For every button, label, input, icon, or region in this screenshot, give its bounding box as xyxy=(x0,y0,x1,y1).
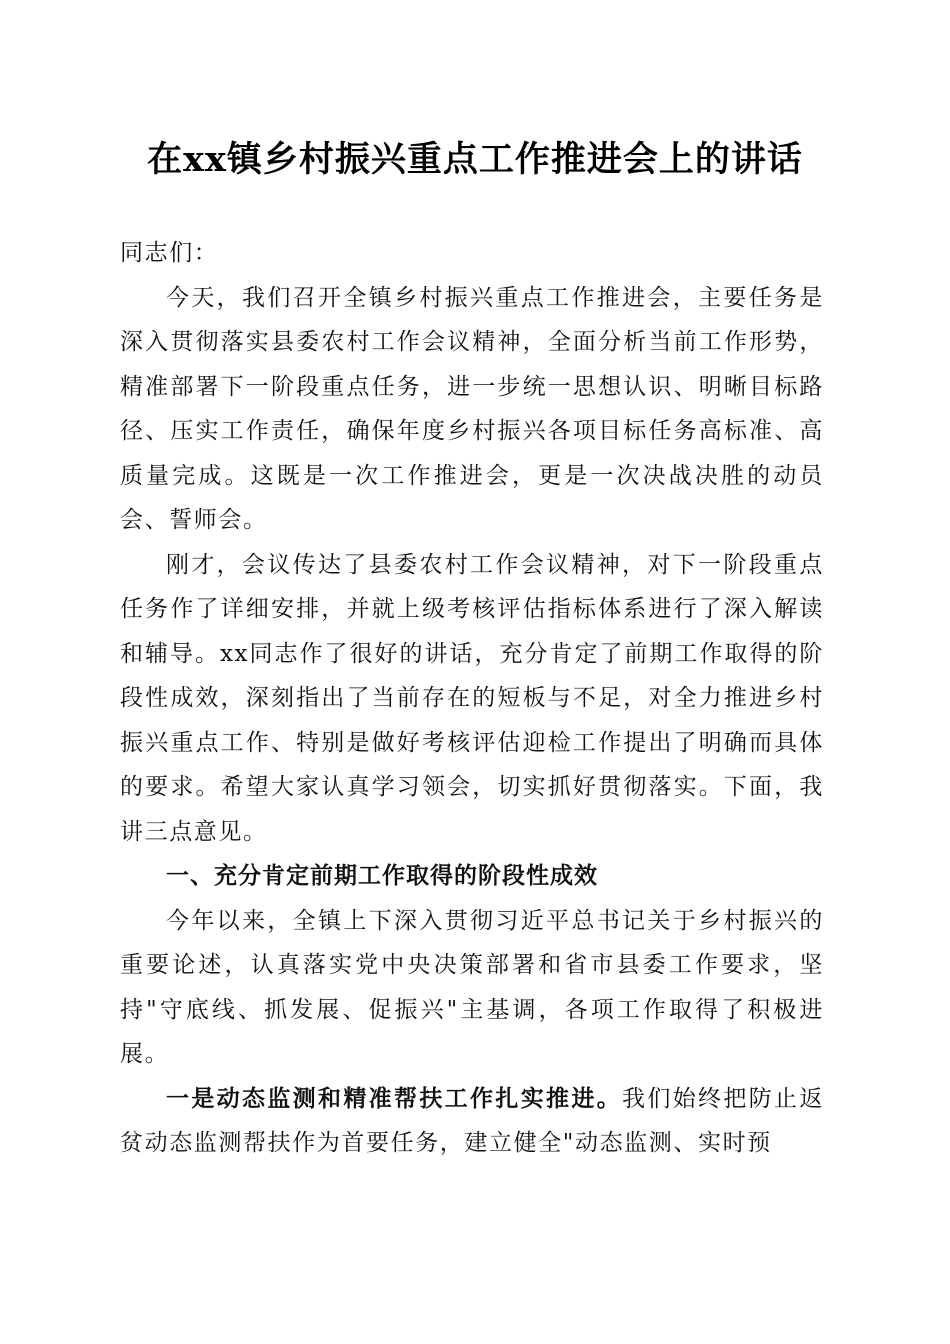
paragraph-lead-sentence: 一是动态监测和精准帮扶工作扎实推进。 xyxy=(166,1084,623,1112)
document-body xyxy=(120,231,824,1166)
paragraph-progress-overview: 今年以来，全镇上下深入贯彻习近平总书记关于乡村振兴的重要论述，认真落实党中央决策部署和省市县委工作要求，坚持"守底线、抓发展、促振兴"主基调，各项工作取得了积极进展。 xyxy=(120,907,824,1067)
paragraph-meeting-summary: 刚才，会议传达了县委农村工作会议精神，对下一阶段重点任务作了详细安排，并就上级考核评估指标体系进行了深入解读和辅导。xx同志作了很好的讲话，充分肯定了前期工作取得的阶段性成效，深刻指出了当前存在的短板与不足，对全力推进乡村振兴重点工作、特别是做好考核评估迎检工作提出了明确而具体的要求。希望大家认真学习领会，切实抓好贯彻落实。下面，我讲三点意见。 xyxy=(120,551,824,845)
section-heading-1: 一、充分肯定前期工作取得的阶段性成效 xyxy=(166,863,598,889)
paragraph-monitoring-text: 我们始终把防止返贫动态监测帮扶作为首要任务，建立健全"动态监测、实时预 xyxy=(120,1085,824,1156)
paragraph-monitoring xyxy=(120,1077,824,1166)
salutation: 同志们： xyxy=(120,240,219,266)
document-title: 在xx镇乡村振兴重点工作推进会上的讲话 xyxy=(147,139,803,180)
paragraph-opening: 今天，我们召开全镇乡村振兴重点工作推进会，主要任务是深入贯彻落实县委农村工作会议精神，全面分析当前工作形势，精准部署下一阶段重点任务，进一步统一思想认识、明晰目标路径、压实工作责任，确保年度乡村振兴各项目标任务高标准、高质量完成。这既是一次工作推进会，更是一次决战决胜的动员会、誓师会。 xyxy=(120,284,824,533)
